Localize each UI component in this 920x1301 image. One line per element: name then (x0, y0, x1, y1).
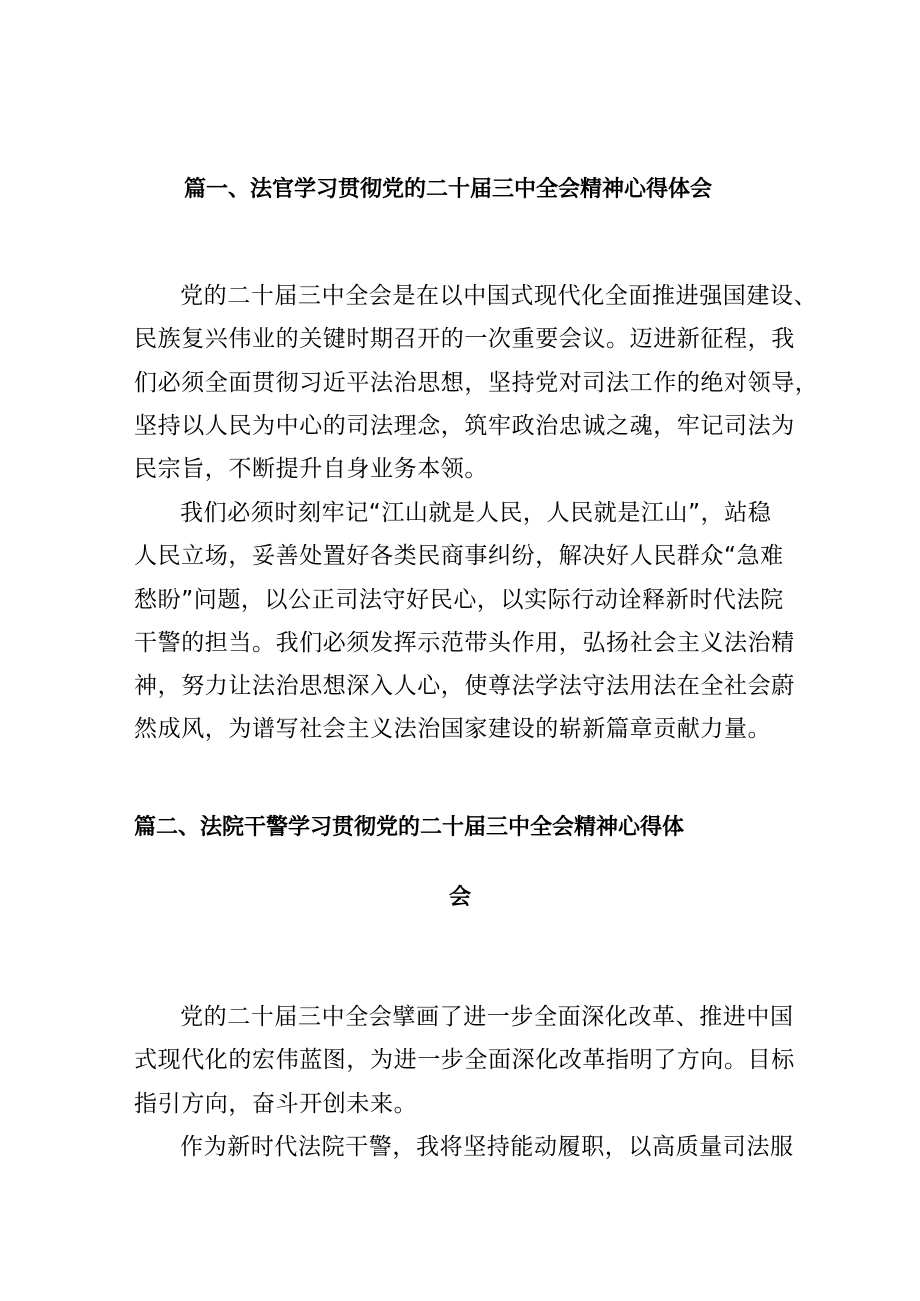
text-line: 坚持以人民为中心的司法理念，筑牢政治忠诚之魂，牢记司法为 (134, 412, 795, 439)
section1-paragraph-1 (134, 275, 819, 491)
text-line: 指引方向，奋斗开创未来。 (134, 1090, 418, 1117)
text-line: 然成风，为谱写社会主义法治国家建设的崭新篇章贡献力量。 (134, 716, 772, 743)
text-line: 作为新时代法院干警，我将坚持能动履职，以高质量司法服 (180, 1134, 794, 1160)
section2-paragraph-1 (134, 996, 794, 1126)
text-line: 党的二十届三中全会擘画了进一步全面深化改革、推进中国 (180, 1004, 794, 1030)
text-line: 神，努力让法治思想深入人心，使尊法学法守法用法在全社会蔚 (134, 673, 795, 700)
text-line: 民族复兴伟业的关键时期召开的一次重要会议。迈进新征程，我 (134, 326, 795, 353)
section2-title-line-1: 篇二、法院干警学习贯彻党的二十届三中全会精神心得体 (134, 815, 685, 840)
section2-paragraph-2 (134, 1126, 794, 1169)
text-line: 民宗旨，不断提升自身业务本领。 (134, 456, 488, 483)
text-line: 愁盼”问题，以公正司法守好民心，以实际行动诠释新时代法院 (134, 586, 784, 613)
text-line: 式现代化的宏伟蓝图，为进一步全面深化改革指明了方向。目标 (134, 1047, 795, 1074)
section1-title: 篇一、法官学习贯彻党的二十届三中全会精神心得体会 (184, 177, 713, 202)
text-line: 我们必须时刻牢记“江山就是人民，人民就是江山”，站稳 (180, 500, 772, 526)
section2-title-line-2: 会 (449, 885, 472, 910)
text-line: 们必须全面贯彻习近平法治思想，坚持党对司法工作的绝对领导， (134, 369, 819, 396)
text-line: 干警的担当。我们必须发挥示范带头作用，弘扬社会主义法治精 (134, 629, 795, 656)
text-line: 人民立场，妥善处置好各类民商事纠纷，解决好人民群众“急难 (134, 543, 784, 570)
text-line: 党的二十届三中全会是在以中国式现代化全面推进强国建设、 (180, 283, 818, 309)
section1-paragraph-2 (134, 492, 794, 752)
